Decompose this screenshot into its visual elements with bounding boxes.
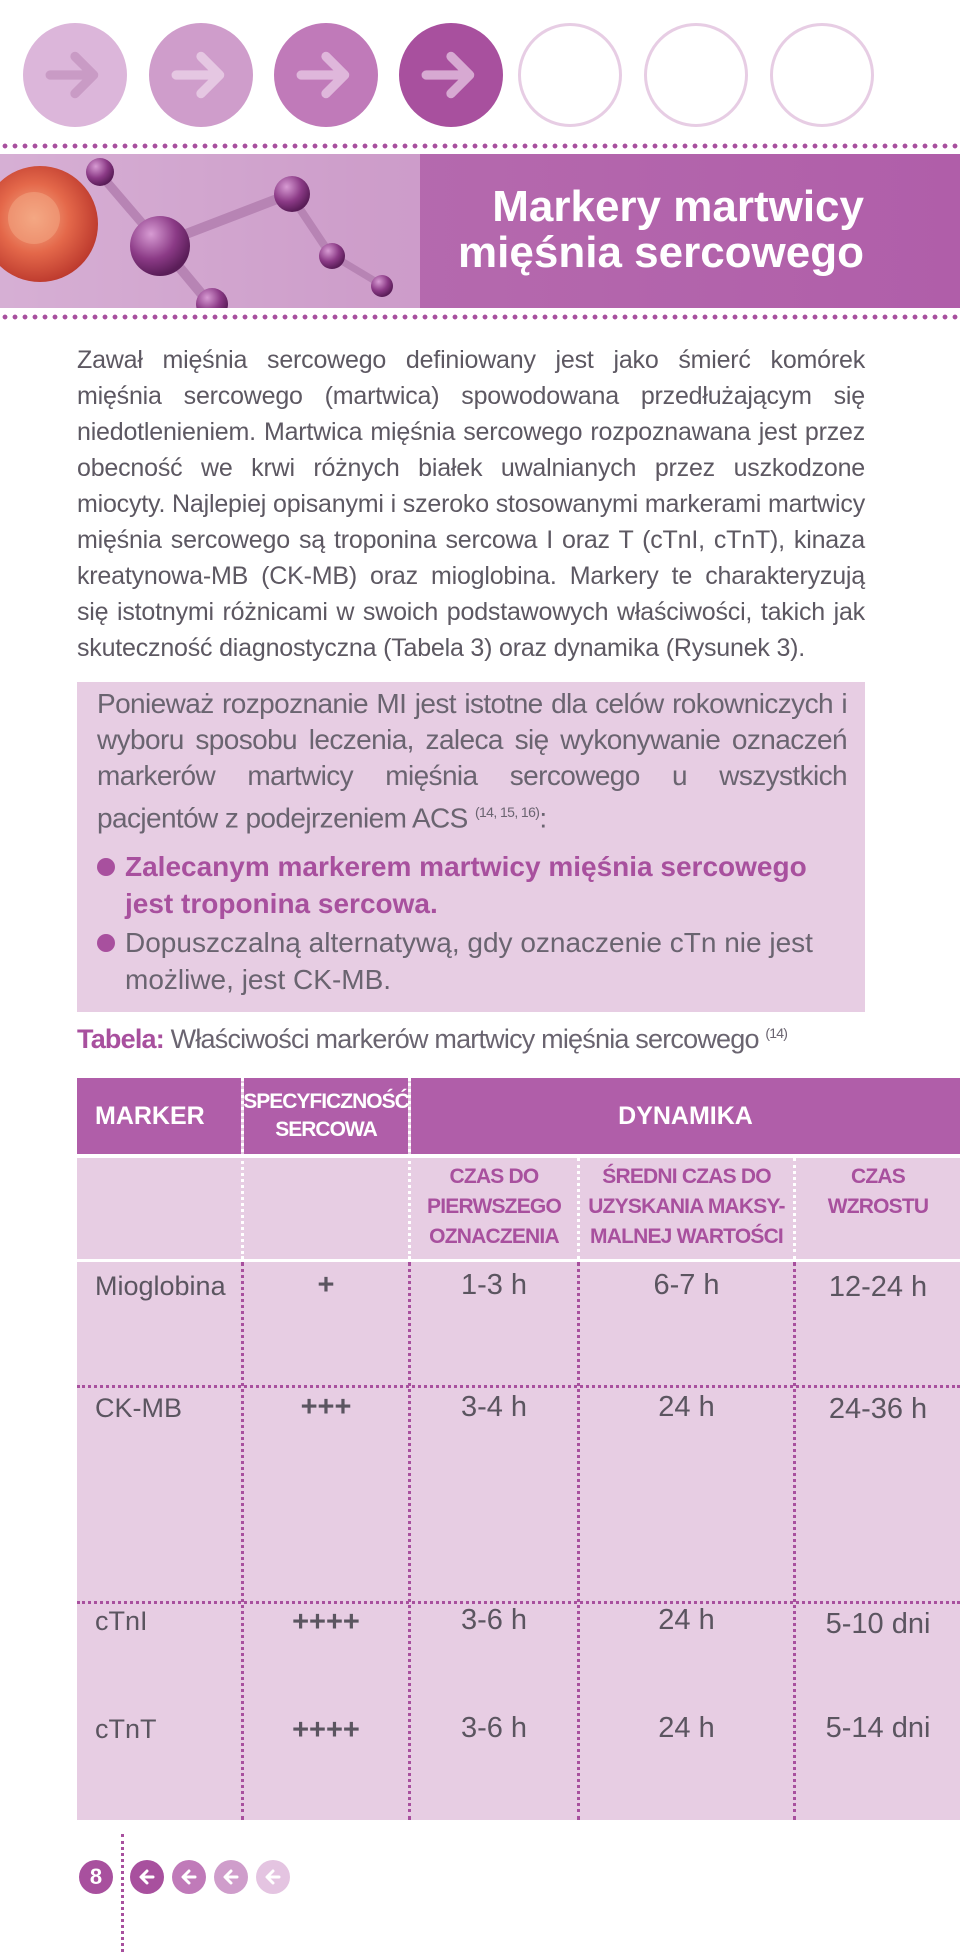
recommendation-bullet: Zalecanym markerem martwicy mięśnia sercowego jest troponina sercowa. (97, 848, 847, 922)
arrow-right-icon (420, 44, 482, 106)
recommendation-box (77, 682, 865, 1012)
first-detection-value: 1-3 h (460, 1269, 528, 1301)
arrow-left-icon (137, 1867, 157, 1887)
nav-back-button[interactable] (214, 1860, 248, 1894)
arrow-left-icon (179, 1867, 199, 1887)
progress-step-1 (23, 23, 127, 127)
progress-step-3 (274, 23, 378, 127)
nav-back-button[interactable] (130, 1860, 164, 1894)
header-band (0, 154, 960, 308)
elevation-time-value: 24-36 h (828, 1393, 928, 1425)
progress-step-2 (149, 23, 253, 127)
elevation-time-value: 5-10 dni (825, 1608, 931, 1640)
header-marker: MARKER (77, 1078, 241, 1154)
progress-step-6 (644, 23, 748, 127)
specificity-value: ++++ (292, 1606, 360, 1638)
marker-name: cTnT (95, 1714, 157, 1744)
marker-name: CK-MB (95, 1393, 182, 1423)
table-caption: Tabela: Właściwości markerów martwicy mięśnia sercowego $^{(14)}$ (77, 1024, 788, 1054)
marker-name: cTnI (95, 1606, 148, 1636)
header-specificity: SPECYFICZNOŚĆ SERCOWA (244, 1078, 408, 1154)
bullet-icon (97, 934, 115, 952)
specificity-value: + (317, 1269, 335, 1301)
arrow-left-icon (263, 1867, 283, 1887)
footer-divider (121, 1834, 124, 1952)
separator (241, 1078, 244, 1259)
markers-table (77, 1078, 960, 1820)
time-to-max-value: 24 h (658, 1712, 715, 1744)
recommendation-text: Ponieważ rozpoznanie MI jest istotne dla celów rokowniczych i wyboru sposobu leczenia, zaleca się wykonywanie oznaczeń markerów martwicy mięśnia sercowego u wszystkich pacjentów z podejrzeniem ACS $^{(14, 15, 16)}$: (97, 688, 847, 834)
page-title: Markery martwicy mięśnia sercowego (458, 182, 864, 277)
elevation-time-value: 12-24 h (828, 1271, 928, 1303)
progress-step-4 (399, 23, 503, 127)
time-to-max-value: 24 h (658, 1391, 715, 1423)
nav-back-button[interactable] (256, 1860, 290, 1894)
marker-name: Mioglobina (95, 1271, 226, 1301)
progress-step-5 (518, 23, 622, 127)
specificity-value: +++ (300, 1391, 352, 1423)
first-detection-value: 3-6 h (460, 1604, 528, 1636)
nav-back-button[interactable] (172, 1860, 206, 1894)
arrow-right-icon (170, 44, 232, 106)
time-to-max-value: 6-7 h (653, 1269, 720, 1301)
body-top-divider (77, 1259, 960, 1262)
dotted-divider (0, 314, 960, 320)
progress-step-7 (770, 23, 874, 127)
first-detection-value: 3-4 h (460, 1391, 528, 1423)
time-to-max-value: 24 h (658, 1604, 715, 1636)
arrow-left-icon (221, 1867, 241, 1887)
molecule-illustration (0, 154, 420, 308)
subheader-elevation-time: CZAS WZROSTU (827, 1165, 929, 1218)
specificity-value: ++++ (292, 1714, 360, 1746)
arrow-right-icon (44, 44, 106, 106)
subheader-first-detection: CZAS DO PIERWSZEGO OZNACZENIA (427, 1165, 561, 1248)
header-dynamics: DYNAMIKA (411, 1078, 960, 1154)
first-detection-value: 3-6 h (460, 1712, 528, 1744)
row-divider (77, 1385, 960, 1388)
intro-paragraph: Zawał mięśnia sercowego definiowany jest jako śmierć komórek mięśnia sercowego (martwica) spowodowana przedłużającym się niedotlenieniem. Martwica mięśnia sercowego rozpoznawana jest przez obecność we krwi różnych białek uwalnianych przez uszkodzone miocyty. Najlepiej opisanymi i szeroko stosowanymi markerami martwicy mięśnia sercowego są troponina sercowa I oraz T (cTnI, cTnT), kinaza kreatynowa-MB (CK-MB) oraz mioglobina. Markery te charakteryzują się istotnymi różnicami w swoich podstawowych właściwości, takich jak skuteczność diagnostyczna (Tabela 3) oraz dynamika (Rysunek 3). (77, 346, 865, 662)
bullet-icon (97, 858, 115, 876)
elevation-time-value: 5-14 dni (825, 1712, 931, 1744)
subheader-time-to-max: ŚREDNI CZAS DO UZYSKANIA MAKSY- MALNEJ WARTOŚCI (588, 1165, 785, 1248)
page-number: 8 (79, 1860, 113, 1894)
recommendation-bullet: Dopuszczalną alternatywą, gdy oznaczenie cTn nie jest możliwe, jest CK-MB. (97, 924, 847, 998)
arrow-right-icon (295, 44, 357, 106)
dotted-divider (0, 143, 960, 149)
